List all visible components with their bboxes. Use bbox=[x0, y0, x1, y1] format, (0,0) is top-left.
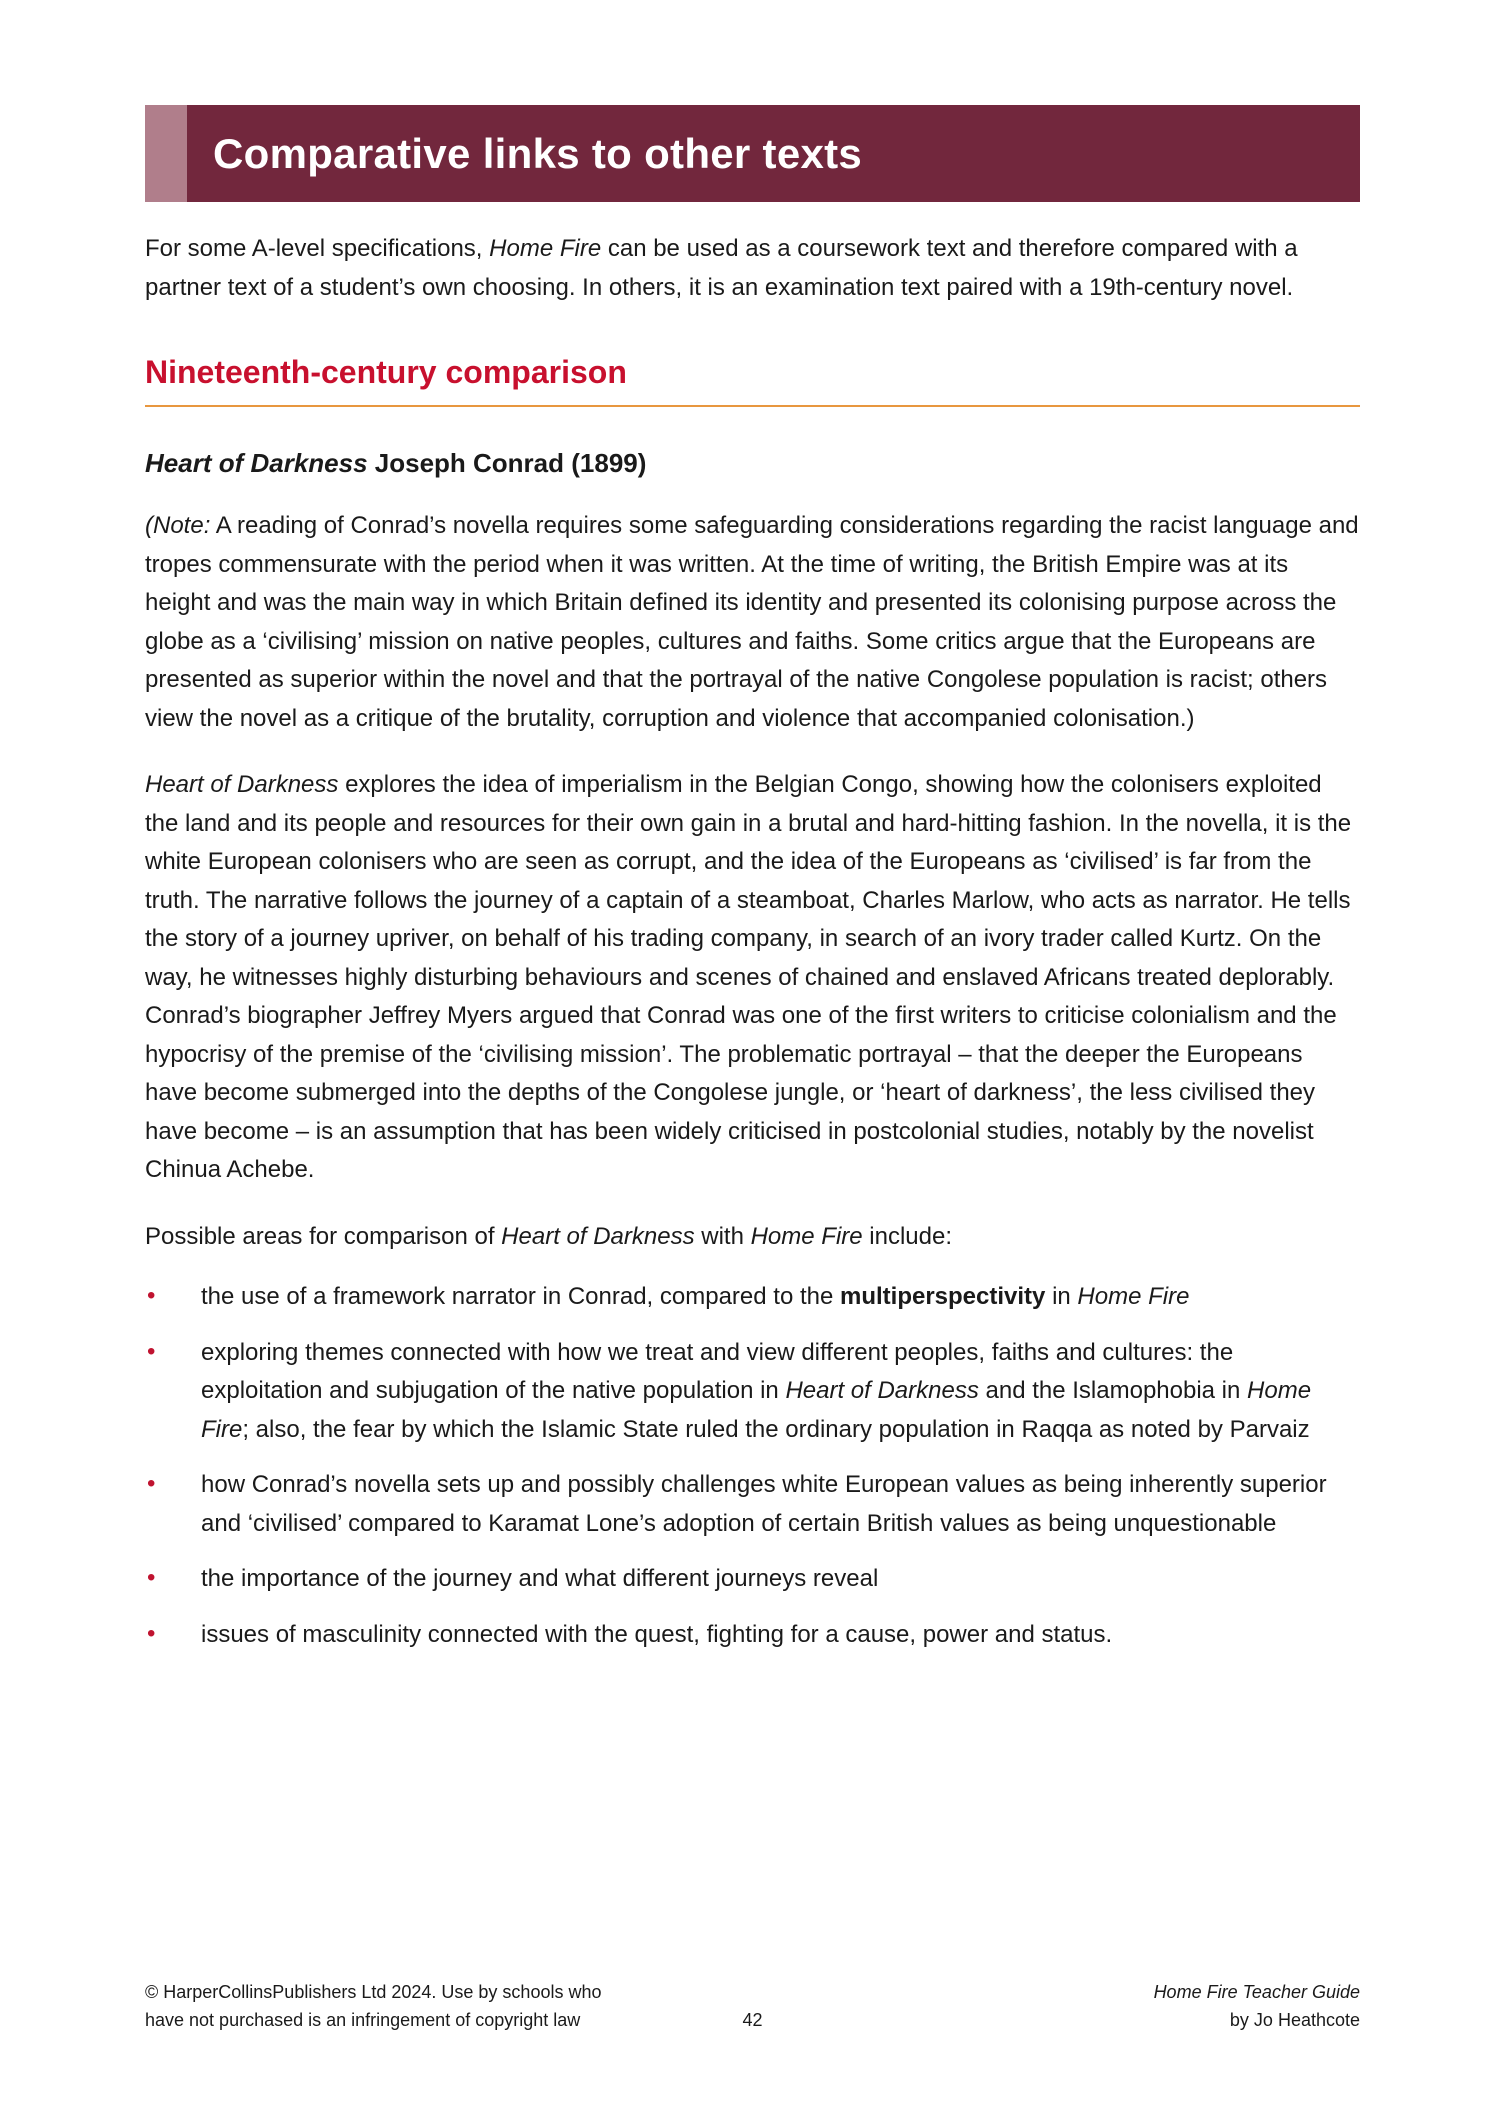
bullet-icon: • bbox=[147, 1470, 156, 1497]
intro-text-1: For some A-level specifications, bbox=[145, 235, 490, 262]
list-item bbox=[145, 1334, 1360, 1450]
lead-in-title-2: Home Fire bbox=[750, 1222, 863, 1250]
bullet-3-text: how Conrad’s novella sets up and possibly challenges white European values as being inherently superior and ‘civilised’ compared to Karamat Lone’s adoption of certain British values as being unquestionable bbox=[201, 1471, 1327, 1537]
bullet-1-text-2: in bbox=[1045, 1283, 1078, 1310]
subsection-book-title: Heart of Darkness bbox=[145, 448, 368, 478]
bullet-2-text-3: ; also, the fear by which the Islamic State ruled the ordinary population in Raqqa as noted by Parvaiz bbox=[242, 1415, 1310, 1443]
section-rule bbox=[145, 405, 1360, 407]
note-label: (Note: bbox=[145, 512, 211, 539]
lead-in-text-3: include: bbox=[862, 1222, 953, 1250]
bullet-2-book-title-2: Home Fire bbox=[201, 1377, 1312, 1443]
lead-in-title-1: Heart of Darkness bbox=[501, 1222, 695, 1250]
note-paragraph bbox=[145, 507, 1360, 738]
analysis-book-title: Heart of Darkness bbox=[145, 771, 339, 798]
footer-guide-title: Home Fire Teacher Guide bbox=[1153, 1982, 1360, 2002]
analysis-paragraph bbox=[145, 766, 1360, 1190]
banner-background bbox=[187, 105, 1360, 202]
bullet-4-text: the importance of the journey and what different journeys reveal bbox=[201, 1565, 879, 1592]
list-item bbox=[145, 1466, 1360, 1543]
bullet-5-text: issues of masculinity connected with the quest, fighting for a cause, power and status. bbox=[201, 1620, 1113, 1648]
footer-author: by Jo Heathcote bbox=[1229, 2010, 1360, 2030]
bullet-2-text-2: and the Islamophobia in bbox=[978, 1377, 1248, 1404]
intro-title-italic: Home Fire bbox=[489, 235, 602, 262]
bullet-2-text-1: exploring themes connected with how we treat and view different peoples, faiths and cultures: the exploitation and subjugation of the native population in bbox=[201, 1338, 1234, 1404]
section-heading: Nineteenth-century comparison bbox=[145, 354, 627, 390]
note-text: A reading of Conrad’s novella requires some safeguarding considerations regarding the racist language and tropes commensurate with the period when it was written. At the time of writing, the British Empire was at its height and was the main way in which Britain defined its identity and presented its colonising purpose across the globe as a ‘civilising’ mission on native peoples, cultures and faiths. Some critics argue that the Europeans are presented as superior within the novel and that the portrayal of the native Congolese population is racist; others view the novel as a critique of the brutality, corruption and violence that accompanied colonisation.) bbox=[145, 512, 1359, 732]
list-item bbox=[145, 1560, 1360, 1599]
lead-in-text-1: Possible areas for comparison of bbox=[145, 1222, 502, 1250]
bullet-1-text-1: the use of a framework narrator in Conrad, compared to the bbox=[201, 1283, 840, 1310]
subsection-heading bbox=[145, 447, 1360, 479]
bullet-icon: • bbox=[147, 1619, 156, 1647]
banner-title: Comparative links to other texts bbox=[213, 129, 863, 177]
page-footer bbox=[145, 1978, 1360, 2034]
section-banner bbox=[145, 105, 1360, 202]
comparison-list bbox=[145, 1278, 1360, 1654]
bullet-icon: • bbox=[147, 1337, 156, 1365]
bullet-icon: • bbox=[147, 1282, 156, 1309]
subsection-author-year: Joseph Conrad (1899) bbox=[367, 448, 647, 478]
intro-paragraph bbox=[145, 230, 1360, 307]
lead-in-text-2: with bbox=[694, 1222, 751, 1250]
bullet-2-book-title-1: Heart of Darkness bbox=[785, 1377, 979, 1404]
footer-copyright-line2: have not purchased is an infringement of copyright law bbox=[145, 2010, 581, 2030]
list-item bbox=[145, 1278, 1360, 1317]
footer-copyright-line1: © HarperCollinsPublishers Ltd 2024. Use by schools who bbox=[145, 1982, 602, 2002]
footer-copyright bbox=[145, 1978, 602, 2034]
page-number: 42 bbox=[742, 2010, 763, 2030]
bullet-1-bold-term: multiperspectivity bbox=[840, 1283, 1046, 1310]
comparison-lead-in bbox=[145, 1218, 1360, 1257]
bullet-icon: • bbox=[147, 1564, 156, 1591]
analysis-text: explores the idea of imperialism in the Belgian Congo, showing how the colonisers exploited the land and its people and resources for their own gain in a brutal and hard-hitting fashion. In the novella, it is the white European colonisers who are seen as corrupt, and the idea of the Europeans as ‘civilised’ is far from the truth. The narrative follows the journey of a captain of a steamboat, Charles Marlow, who acts as narrator. He tells the story of a journey upriver, on behalf of his trading company, in search of an ivory trader called Kurtz. On the way, he witnesses highly disturbing behaviours and scenes of chained and enslaved Africans treated deplorably. Conrad’s biographer Jeffrey Myers argued that Conrad was one of the first writers to criticise colonialism and the hypocrisy of the premise of the ‘civilising mission’. The problematic portrayal – that the deeper the Europeans have become submerged into the depths of the Congolese jungle, or ‘heart of darkness’, the less civilised they have become – is an assumption that has been widely criticised in postcolonial studies, notably by the novelist Chinua Achebe. bbox=[145, 771, 1352, 1183]
bullet-1-book-title: Home Fire bbox=[1077, 1283, 1190, 1310]
footer-attribution bbox=[1154, 1978, 1360, 2034]
list-item bbox=[145, 1616, 1360, 1655]
intro-text-2: can be used as a coursework text and therefore compared with a partner text of a student’s own choosing. In others, it is an examination text paired with a 19th-century novel. bbox=[145, 235, 1298, 301]
page-content bbox=[145, 0, 1360, 1654]
banner-accent-bar bbox=[145, 105, 187, 202]
